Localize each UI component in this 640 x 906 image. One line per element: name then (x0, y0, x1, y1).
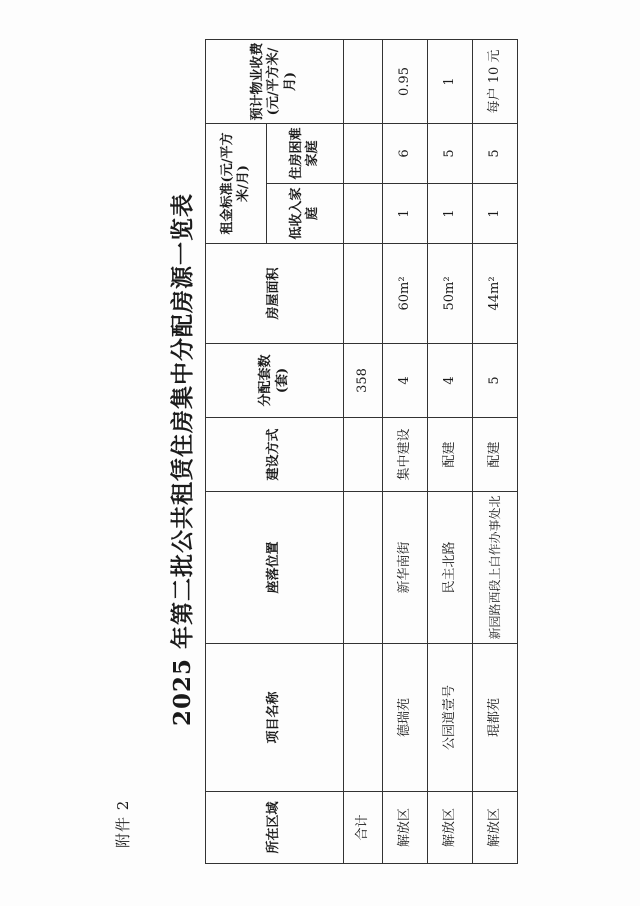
header-units: 分配套数(套) (206, 344, 344, 418)
total-row (344, 40, 383, 864)
cell-area: 60m² (383, 244, 428, 344)
cell-fee: 0.95 (383, 40, 428, 124)
header-rent-hard: 住房困难家庭 (267, 124, 344, 184)
cell-units: 4 (428, 344, 473, 418)
header-district: 所在区域 (206, 792, 344, 864)
cell-rent-low: 1 (428, 184, 473, 244)
cell-area: 50m² (428, 244, 473, 344)
header-row-1 (206, 40, 267, 864)
cell-district: 解放区 (383, 792, 428, 864)
cell-construction: 配建 (428, 418, 473, 492)
cell-project: 琨都苑 (473, 644, 518, 792)
document-title: 2025 年第二批公共租赁住房集中分配房源一览表 (169, 192, 196, 726)
cell-fee: 1 (428, 40, 473, 124)
header-project: 项目名称 (206, 644, 344, 792)
header-location: 座落位置 (206, 492, 344, 644)
cell-location: 新园路西段上白作办事处北 (473, 492, 518, 644)
cell-fee: 每户 10 元 (473, 40, 518, 124)
cell-rent-hard: 5 (428, 124, 473, 184)
cell-location: 新华南街 (383, 492, 428, 644)
cell-district: 解放区 (473, 792, 518, 864)
cell-project: 德瑞苑 (383, 644, 428, 792)
housing-table (205, 39, 518, 864)
header-rent-group: 租金标准(元/平方米/月) (206, 124, 267, 244)
cell-area: 44m² (473, 244, 518, 344)
total-units: 358 (344, 344, 383, 418)
cell-construction: 集中建设 (383, 418, 428, 492)
cell-construction: 配建 (473, 418, 518, 492)
cell-rent-hard: 5 (473, 124, 518, 184)
cell-rent-low: 1 (473, 184, 518, 244)
table-row (473, 40, 518, 864)
header-construction: 建设方式 (206, 418, 344, 492)
cell-rent-low: 1 (383, 184, 428, 244)
table-row (428, 40, 473, 864)
header-rent-low: 低收入家庭 (267, 184, 344, 244)
header-fee: 预计物业收费(元/平方米/月) (206, 40, 344, 124)
header-area: 房屋面积 (206, 244, 344, 344)
cell-location: 民主北路 (428, 492, 473, 644)
cell-project: 公园道壹号 (428, 644, 473, 792)
cell-units: 4 (383, 344, 428, 418)
cell-units: 5 (473, 344, 518, 418)
table-row (383, 40, 428, 864)
total-label: 合计 (344, 792, 383, 864)
annex-label: 附件 2 (114, 799, 132, 848)
cell-district: 解放区 (428, 792, 473, 864)
cell-rent-hard: 6 (383, 124, 428, 184)
